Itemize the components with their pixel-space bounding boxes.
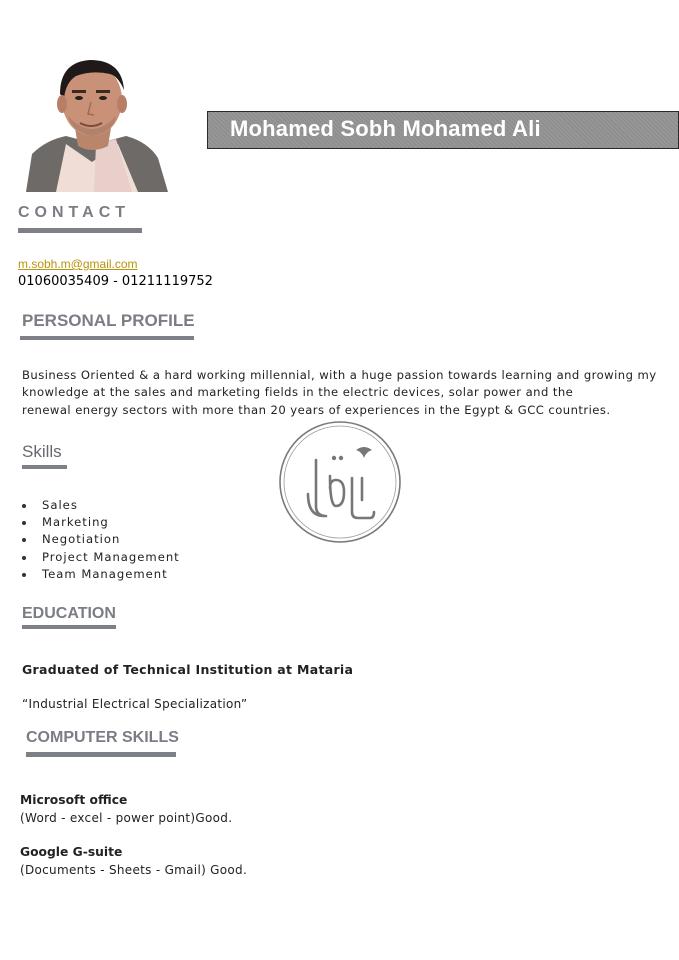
- arabic-logo-watermark-icon: [278, 420, 402, 544]
- skills-divider: [22, 465, 67, 469]
- skills-list: [20, 497, 180, 583]
- contact-heading: CONTACT: [18, 204, 131, 221]
- profile-summary: [22, 367, 662, 419]
- skill-item: Negotiation: [20, 531, 180, 548]
- skill-item: Sales: [20, 497, 180, 514]
- profile-line: renewal energy sectors with more than 20 years of experiences in the Egypt & GCC countries.: [22, 402, 611, 417]
- computer-skill-name: Google G-suite: [20, 845, 123, 859]
- profile-heading: PERSONAL PROFILE: [22, 311, 195, 330]
- skill-item: Project Management: [20, 549, 180, 566]
- name-banner: [207, 111, 679, 149]
- profile-photo: [26, 44, 168, 192]
- education-divider: [22, 625, 116, 629]
- computer-skills-heading: COMPUTER SKILLS: [26, 729, 179, 746]
- computer-skill-detail: (Word - excel - power point)Good.: [20, 811, 233, 825]
- skills-heading: Skills: [22, 442, 62, 461]
- skill-item: Marketing: [20, 514, 180, 531]
- computer-skills-divider: [26, 752, 176, 757]
- computer-skill-name: Microsoft office: [20, 793, 128, 807]
- full-name: Mohamed Sobh Mohamed Ali: [230, 116, 541, 141]
- profile-divider: [20, 336, 194, 340]
- contact-divider: [18, 228, 142, 233]
- education-specialization: “Industrial Electrical Specialization”: [22, 697, 248, 711]
- profile-line: knowledge at the sales and marketing fields in the electric devices, solar power and the: [22, 385, 574, 400]
- education-title: Graduated of Technical Institution at Mataria: [22, 662, 354, 677]
- profile-line: Business Oriented & a hard working millennial, with a huge passion towards learning and growing my: [22, 368, 657, 382]
- skill-item: Team Management: [20, 566, 180, 583]
- email-link[interactable]: m.sobh.m@gmail.com: [18, 257, 138, 271]
- education-heading: EDUCATION: [22, 605, 116, 622]
- phone-numbers: 01060035409 - 01211119752: [18, 274, 213, 289]
- computer-skill-detail: (Documents - Sheets - Gmail) Good.: [20, 863, 248, 877]
